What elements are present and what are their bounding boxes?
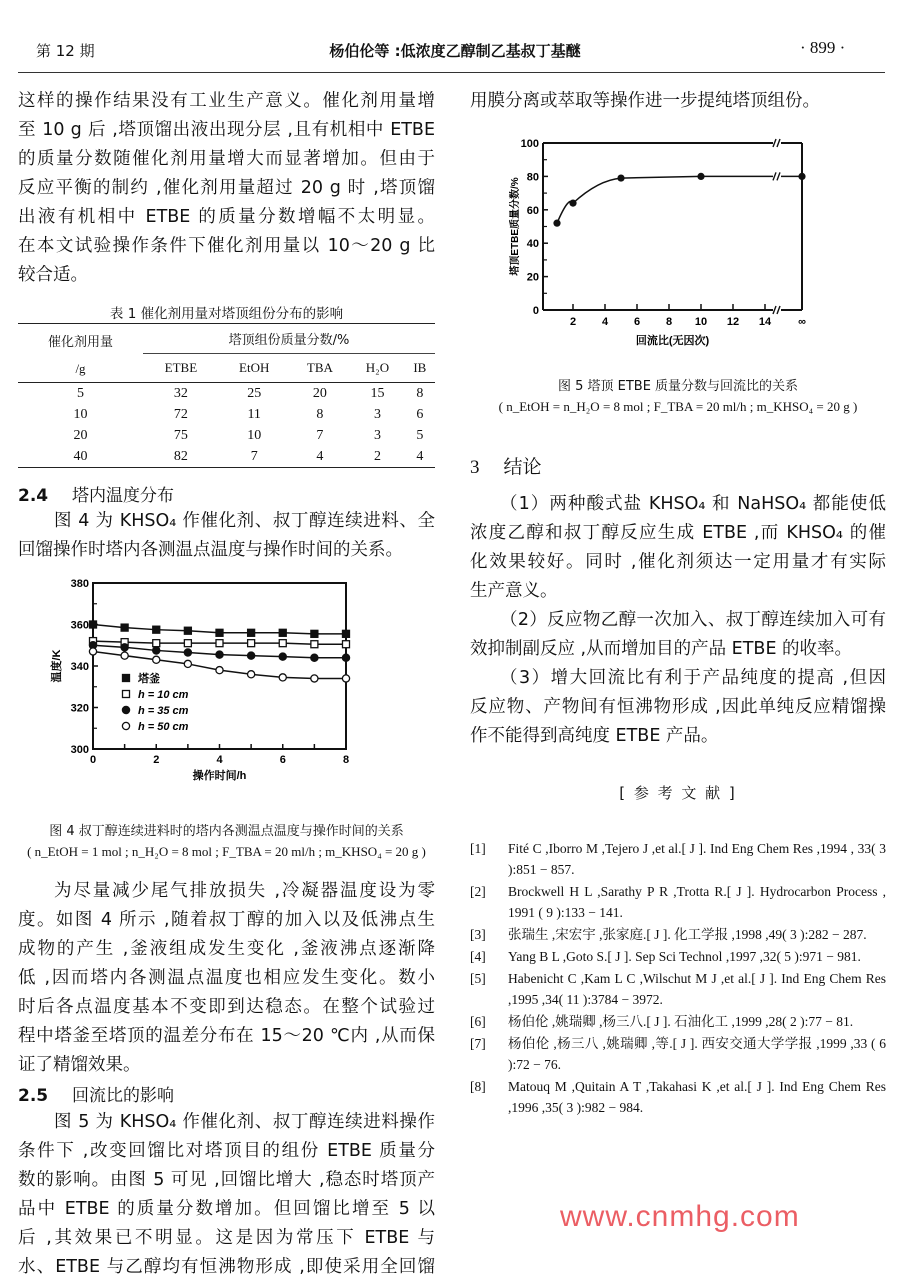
reference-text: 张瑞生 ,宋宏宇 ,张家庭.[ J ]. 化工学报 ,1998 ,49( 3 ):282 − 287. (508, 927, 867, 942)
data-point (279, 640, 286, 647)
table-catalyst-distribution (18, 323, 435, 468)
data-point (216, 640, 223, 647)
table-cell: 7 (316, 427, 324, 443)
y-axis-label: 塔顶ETBE质量分数/% (510, 177, 521, 276)
reference-text: 杨伯伦 ,杨三八 ,姚瑞卿 ,等.[ J ]. 西安交通大学学报 ,1999 ,33 ( 6 ):72 − 76. (508, 1036, 886, 1072)
text-line: 数的影响。由图 5 可见 ,回馏比增大 ,稳态时塔顶产 (18, 1170, 435, 1190)
y-tick-label: 60 (526, 204, 539, 217)
y-tick-label: 20 (526, 271, 539, 284)
text-line: 品中 ETBE 的质量分数增加。但回馏比增至 5 以 (18, 1199, 435, 1219)
text-line: 至 10 g 后 ,塔顶馏出液出现分层 ,且有机相中 ETBE (18, 120, 435, 140)
table-cell: 10 (247, 427, 262, 443)
header-rule (18, 72, 885, 73)
data-point (248, 671, 255, 678)
table-cell: 82 (173, 448, 188, 464)
conclusion-line: （1）两种酸式盐 KHSO₄ 和 NaHSO₄ 都能使低 (500, 494, 886, 514)
text-line: 回馏操作时塔内各测温点温度与操作时间的关系。 (18, 540, 403, 560)
table-cell: 75 (173, 427, 188, 443)
axis-break-mark (773, 139, 776, 147)
column-header: TBA (306, 359, 333, 375)
x-tick-label: 10 (694, 316, 708, 328)
series-line (557, 176, 773, 223)
data-point (153, 626, 160, 633)
figure-4-chart (30, 570, 430, 800)
data-point (184, 640, 191, 647)
text-line: 出液有机相中 ETBE 的质量分数增幅不太明显。 (18, 207, 435, 227)
data-point (569, 200, 576, 207)
section-heading-2-5 (18, 1081, 174, 1106)
table-cell: 5 (77, 385, 84, 401)
x-tick-label: 2 (569, 316, 577, 328)
table-cell: 4 (316, 448, 324, 464)
data-point (121, 624, 128, 631)
data-point (553, 220, 560, 227)
data-point (153, 647, 160, 654)
data-point (342, 675, 349, 682)
reference-number: [6] (470, 1014, 486, 1029)
text-line: 的质量分数随催化剂用量增大而显著增加。但由于 (18, 149, 435, 169)
table-cell: 7 (250, 448, 258, 464)
x-tick-label: 4 (601, 316, 609, 328)
table-header-row (18, 324, 435, 354)
data-point (248, 640, 255, 647)
data-point (343, 630, 350, 637)
data-point (121, 652, 128, 659)
column-header: IB (413, 359, 427, 375)
reference-number: [2] (470, 884, 486, 899)
reference-item (470, 1011, 886, 1032)
figure-5-caption: 图 5 塔顶 ETBE 质量分数与回流比的关系 (557, 379, 799, 394)
figure-5-chart (470, 130, 820, 360)
table-cell: 8 (416, 385, 424, 401)
data-point (697, 173, 704, 180)
data-point (121, 644, 128, 651)
watermark: www.cnmhg.com (560, 1200, 800, 1233)
data-point (279, 674, 286, 681)
table-row (18, 404, 435, 425)
reference-text: Yang B L ,Goto S.[ J ]. Sep Sci Technol ,1997 ,32( 5 ):971 − 981. (508, 949, 861, 964)
y-tick-label: 340 (70, 661, 89, 673)
y-tick-label: 100 (520, 138, 539, 150)
conclusion-line: 生产意义。 (470, 581, 558, 601)
reference-number: [4] (470, 949, 486, 964)
y-axis-label: 温度/K (51, 649, 63, 683)
section-title: 结论 (503, 456, 542, 478)
conclusion-line: （2）反应物乙醇一次加入、叔丁醇连续加入可有 (500, 610, 886, 630)
data-point (617, 174, 624, 181)
conclusion-line: 作不能得到高纯度 ETBE 产品。 (470, 726, 719, 746)
x-tick-label: 8 (342, 754, 350, 766)
text-line: 时后各点温度基本不变即到达稳态。在整个试验过 (18, 997, 435, 1017)
table-cell: 25 (247, 385, 262, 401)
table-cell: 11 (247, 406, 261, 422)
text-line: 这样的操作结果没有工业生产意义。催化剂用量增 (18, 91, 435, 111)
reference-list (470, 838, 886, 1119)
row-header-label: 催化剂用量 (47, 335, 113, 350)
x-tick-label: 0 (89, 754, 97, 766)
table-cell: 72 (173, 406, 188, 422)
legend-label: h = 50 cm (138, 721, 189, 733)
section-heading-3 (470, 452, 542, 479)
axis-break-mark (773, 306, 776, 314)
section-number: 2.5 (18, 1086, 49, 1106)
column-header: ETBE (164, 359, 198, 375)
section-number: 2.4 (18, 486, 49, 506)
y-tick-label: 380 (70, 578, 89, 590)
text-line: 条件下 ,改变回馏比对塔顶目的组份 ETBE 质量分 (18, 1141, 435, 1161)
y-tick-label: 300 (70, 744, 89, 756)
text-line: 低 ,因而塔内各测温点温度也相应发生变化。数小 (18, 968, 435, 988)
data-point (279, 653, 286, 660)
reference-text: 杨伯伦 ,姚瑞卿 ,杨三八.[ J ]. 石油化工 ,1999 ,28( 2 ):77 − 81. (508, 1014, 854, 1029)
data-point (311, 654, 318, 661)
reference-text: Fité C ,Iborro M ,Tejero J ,et al.[ J ]. Ind Eng Chem Res ,1994 , 33( 3 ):851 − 857. (508, 841, 886, 877)
table-row (18, 425, 435, 446)
table-cell: 4 (416, 448, 424, 464)
section-heading-2-4 (18, 481, 174, 506)
data-point (184, 627, 191, 634)
reference-item (470, 1033, 886, 1075)
x-tick-label: 6 (279, 754, 286, 766)
legend-marker (123, 691, 130, 698)
x-tick-label: 6 (633, 316, 641, 328)
references-heading: [ 参 考 文 献 ] (619, 784, 737, 802)
y-tick-label: 320 (70, 702, 89, 715)
reference-text: Habenicht C ,Kam L C ,Wilschut M J ,et al.[ J ]. Ind Eng Chem Res ,1995 ,34( 11 ):3784 − 3972. (508, 971, 886, 1007)
section-title: 塔内温度分布 (72, 486, 175, 506)
data-point (216, 667, 223, 674)
reference-item (470, 1076, 886, 1118)
text-line: 水、ETBE 与乙醇均有恒沸物形成 ,即使采用全回馏 (18, 1257, 435, 1277)
y-tick-label: 80 (526, 171, 539, 184)
journal-issue: 第 12 期 (36, 42, 95, 60)
data-point (89, 648, 96, 655)
figure-4-caption: 图 4 叔丁醇连续进料时的塔内各测温点温度与操作时间的关系 (49, 824, 404, 839)
text-line: 图 4 为 KHSO₄ 作催化剂、叔丁醇连续进料、全 (54, 511, 435, 531)
table-row (18, 383, 435, 405)
axis-break-mark (777, 139, 780, 147)
data-point (311, 675, 318, 682)
reference-text: Brockwell H L ,Sarathy P R ,Trotta R.[ J ]. Hydrocarbon Process , 1991 ( 9 ):133 − 141. (508, 884, 886, 920)
y-tick-label: 40 (526, 238, 539, 251)
x-tick-label: 2 (153, 754, 160, 766)
data-point (153, 640, 160, 647)
data-point (184, 649, 191, 656)
conclusion-line: 化效果较好。同时 ,催化剂须达一定用量才有实际 (470, 552, 886, 572)
conclusion-line: 效抑制副反应 ,从而增加目的产品 ETBE 的收率。 (470, 639, 853, 659)
reference-number: [1] (470, 841, 486, 856)
reference-item (470, 838, 886, 880)
table-cell: 20 (312, 385, 327, 401)
reference-number: [3] (470, 927, 486, 942)
text-line: 后 ,其效果已不明显。这是因为常压下 ETBE 与 (18, 1228, 435, 1248)
column-header: EtOH (239, 359, 270, 375)
table-cell: 40 (73, 448, 88, 464)
data-point (311, 630, 318, 637)
text-line: 用膜分离或萃取等操作进一步提纯塔顶组份。 (470, 91, 820, 111)
x-tick-label: 4 (216, 754, 223, 766)
figure-5-conditions: ( n_EtOH = n_H₂O = 8 mol ; F_TBA = 20 ml/h ; m_KHSO₄ = 20 g ) (498, 399, 858, 414)
data-point (153, 656, 160, 663)
page-number: · 899 · (800, 38, 846, 57)
data-point (279, 629, 286, 636)
running-title: 杨伯伦等 :低浓度乙醇制乙基叔丁基醚 (329, 42, 581, 60)
reference-item (470, 946, 886, 967)
text-line: 为尽量减少尾气排放损失 ,冷凝器温度设为零 (54, 881, 435, 901)
x-axis-label: 操作时间/h (192, 770, 247, 782)
data-point (184, 660, 191, 667)
x-tick-label: 12 (726, 316, 740, 328)
x-tick-label: 14 (758, 316, 772, 328)
y-tick-label: 360 (70, 619, 89, 632)
reference-number: [8] (470, 1079, 486, 1094)
table-cell: 3 (373, 427, 381, 443)
table-cell: 10 (73, 406, 88, 422)
column-header: H₂O (365, 359, 390, 375)
table-cell: 20 (73, 427, 88, 443)
table-cell: 5 (416, 427, 424, 443)
table-cell: 2 (373, 448, 381, 464)
group-header: 塔顶组份质量分数/% (143, 324, 435, 354)
conclusion-line: 浓度乙醇和叔丁醇反应生成 ETBE ,而 KHSO₄ 的催 (470, 523, 886, 543)
reference-item (470, 968, 886, 1010)
conclusion-line: 反应物、产物间有恒沸物形成 ,因此单纯反应精馏操 (470, 697, 886, 717)
text-line: 证了精馏效果。 (18, 1055, 141, 1075)
reference-item (470, 924, 886, 945)
data-point (311, 641, 318, 648)
data-point (343, 641, 350, 648)
row-header (18, 324, 143, 383)
table-cell: 6 (416, 406, 424, 422)
data-point (216, 651, 223, 658)
reference-item (470, 881, 886, 923)
section-title: 回流比的影响 (72, 1086, 175, 1106)
reference-text: Matouq M ,Quitain A T ,Takahasi K ,et al.[ J ]. Ind Eng Chem Res ,1996 ,35( 3 ):982 − 984. (508, 1079, 886, 1115)
section-number: 3 (470, 457, 480, 478)
y-tick-label: 0 (532, 305, 539, 317)
text-line: 在本文试验操作条件下催化剂用量以 10～20 g 比 (18, 236, 435, 256)
text-line: 程中塔釜至塔顶的温差分布在 15～20 ℃内 ,从而保 (18, 1026, 435, 1046)
legend-marker (122, 722, 129, 729)
text-line: 较合适。 (18, 265, 88, 285)
x-axis-label: 回流比(无因次) (635, 335, 710, 347)
table-cell: 32 (173, 385, 188, 401)
row-header-unit: /g (75, 361, 86, 376)
axis-break-mark (777, 306, 780, 314)
reference-number: [7] (470, 1036, 486, 1051)
data-point (248, 629, 255, 636)
x-tick-label: ∞ (798, 316, 806, 328)
data-point (798, 173, 805, 180)
legend-label: 塔釜 (138, 673, 160, 685)
axis-break-mark (773, 172, 776, 180)
text-line: 成物的产生 ,釜液组成发生变化 ,釜液沸点逐渐降 (18, 939, 435, 959)
legend-label: h = 35 cm (138, 705, 189, 717)
table-row (18, 446, 435, 468)
axis-break-mark (777, 172, 780, 180)
table-caption: 表 1 催化剂用量对塔顶组份分布的影响 (109, 306, 344, 322)
table-cell: 8 (316, 406, 324, 422)
legend-label: h = 10 cm (138, 689, 189, 701)
legend-marker (122, 706, 129, 713)
conclusion-line: （3）增大回流比有利于产品纯度的提高 ,但因 (500, 668, 886, 688)
table-cell: 15 (370, 385, 385, 401)
table-cell: 3 (373, 406, 381, 422)
text-line: 图 5 为 KHSO₄ 作催化剂、叔丁醇连续进料操作 (54, 1112, 435, 1132)
data-point (216, 629, 223, 636)
x-tick-label: 8 (665, 316, 673, 328)
data-point (342, 654, 349, 661)
data-point (248, 652, 255, 659)
legend-marker (123, 675, 130, 682)
figure-4-conditions: ( n_EtOH = 1 mol ; n_H₂O = 8 mol ; F_TBA = 20 ml/h ; m_KHSO₄ = 20 g ) (27, 844, 426, 859)
text-line: 度。如图 4 所示 ,随着叔丁醇的加入以及低沸点生 (18, 910, 435, 930)
data-point (90, 621, 97, 628)
reference-number: [5] (470, 971, 486, 986)
text-line: 反应平衡的制约 ,催化剂用量超过 20 g 时 ,塔顶馏 (18, 178, 435, 198)
